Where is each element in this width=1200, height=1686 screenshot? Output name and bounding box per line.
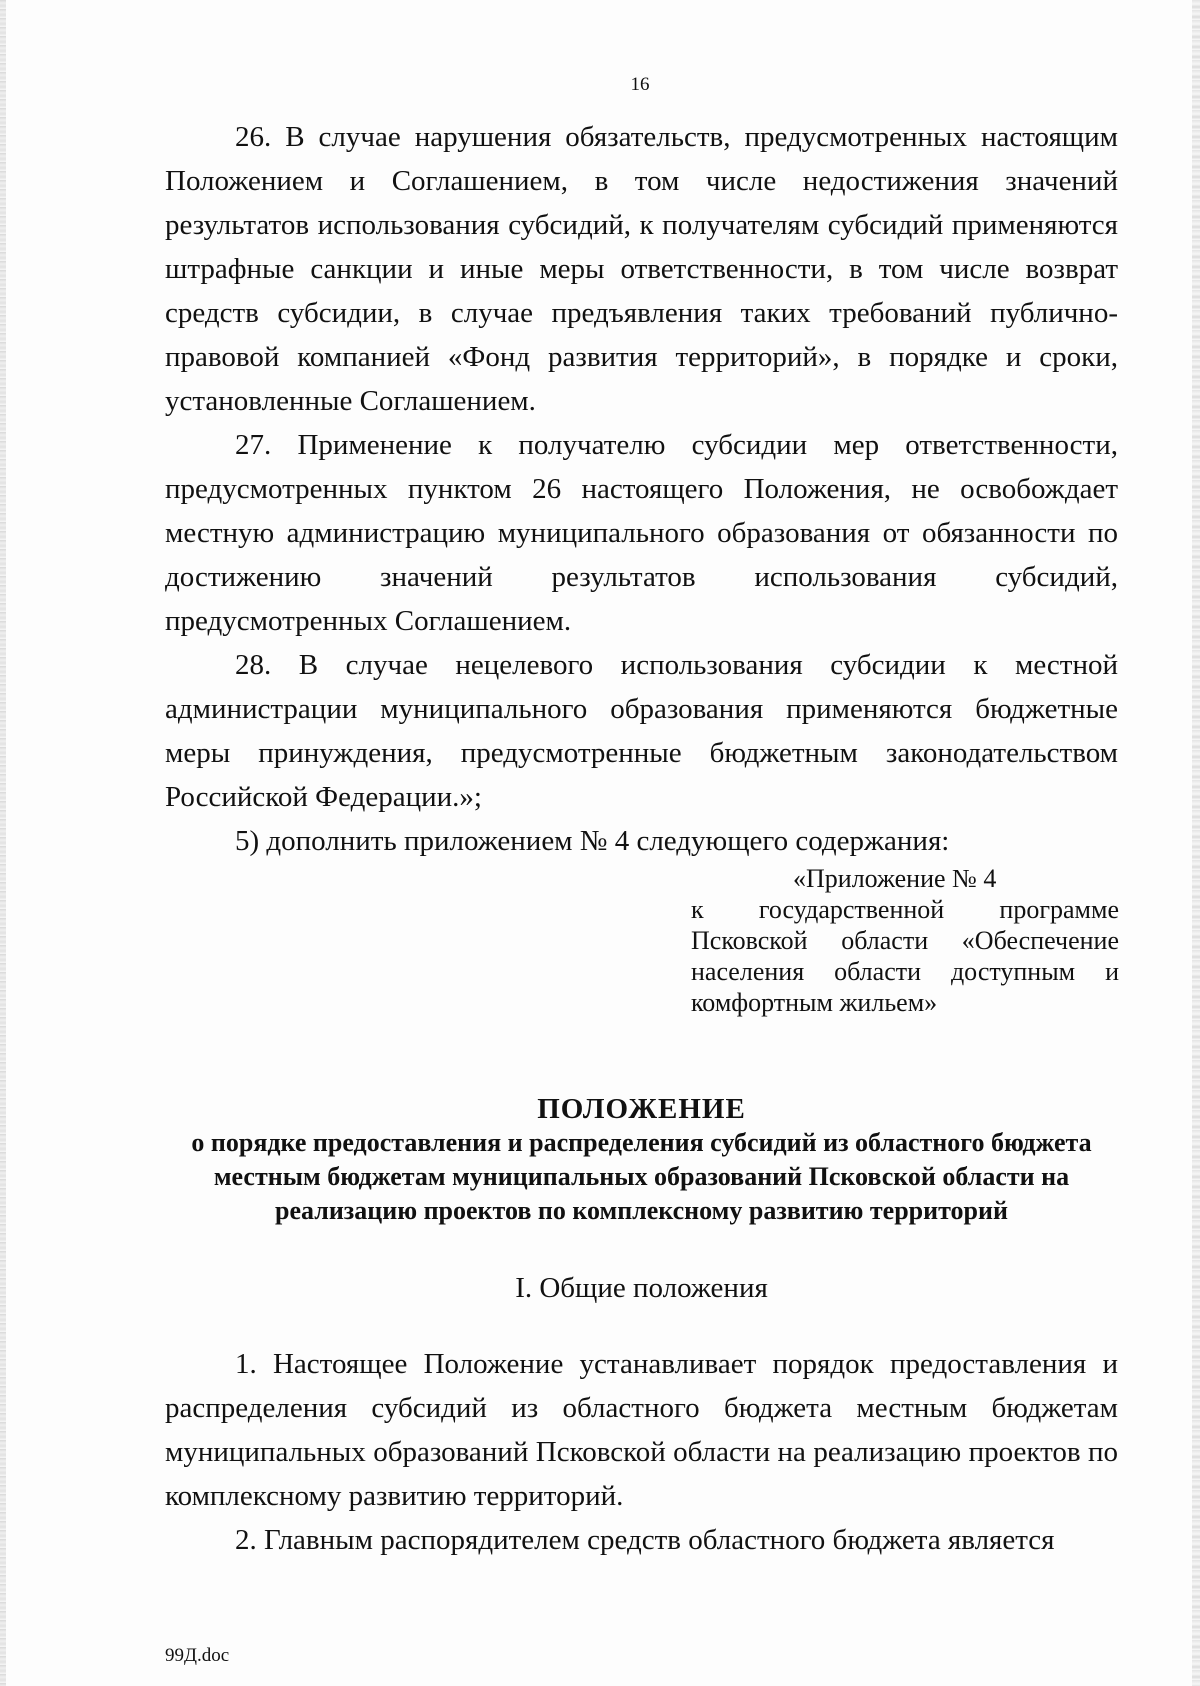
appendix-header [691, 863, 1119, 1018]
paragraph-amendment-5: 5) дополнить приложением № 4 следующего содержания: [235, 825, 950, 857]
body-text-bottom [165, 1342, 1118, 1562]
title-main: ПОЛОЖЕНИЕ [537, 1093, 746, 1125]
paragraph-28: 28. В случае нецелевого использования субсидии к местной администрации муниципального образования применяются бюджетные меры принуждения, предусмотренные бюджетным законодательством Российской Федерации.»; [165, 649, 1118, 813]
document-title [165, 1092, 1118, 1228]
file-name-footer: 99Д.doc [165, 1645, 230, 1666]
paragraph-26: 26. В случае нарушения обязательств, предусмотренных настоящим Положением и Соглашением, в том числе недостижения значений результатов использования субсидий, к получателям субсидий применяются штрафные санкции и иные меры ответственности, в том числе возврат средств субсидии, в случае предъявления таких требований публично-правовой компанией «Фонд развития территорий», в порядке и сроки, установленные Соглашением. [165, 121, 1118, 417]
appendix-number: «Приложение № 4 [793, 864, 997, 893]
scan-edge-right [1192, 0, 1200, 1686]
paragraph-27: 27. Применение к получателю субсидии мер ответственности, предусмотренных пунктом 26 настоящего Положения, не освобождает местную администрацию муниципального образования от обязанности по достижению значений результатов использования субсидий, предусмотренных Соглашением. [165, 429, 1118, 637]
body-text-top [165, 115, 1118, 863]
scan-edge-left [0, 0, 6, 1686]
paragraph-2: 2. Главным распорядителем средств областного бюджета является [235, 1524, 1055, 1556]
appendix-reference: к государственной программе Псковской области «Обеспечение населения области доступным и комфортным жильем» [691, 895, 1119, 1017]
section-heading: I. Общие положения [515, 1272, 768, 1304]
paragraph-1: 1. Настоящее Положение устанавливает порядок предоставления и распределения субсидий из областного бюджета местным бюджетам муниципальных образований Псковской области на реализацию проектов по комплексному развитию территорий. [165, 1348, 1118, 1512]
title-subtitle: о порядке предоставления и распределения субсидий из областного бюджета местным бюджетам муниципальных образований Псковской области на реализацию проектов по комплексному развитию территорий [191, 1128, 1092, 1225]
page-number: 16 [630, 74, 650, 95]
